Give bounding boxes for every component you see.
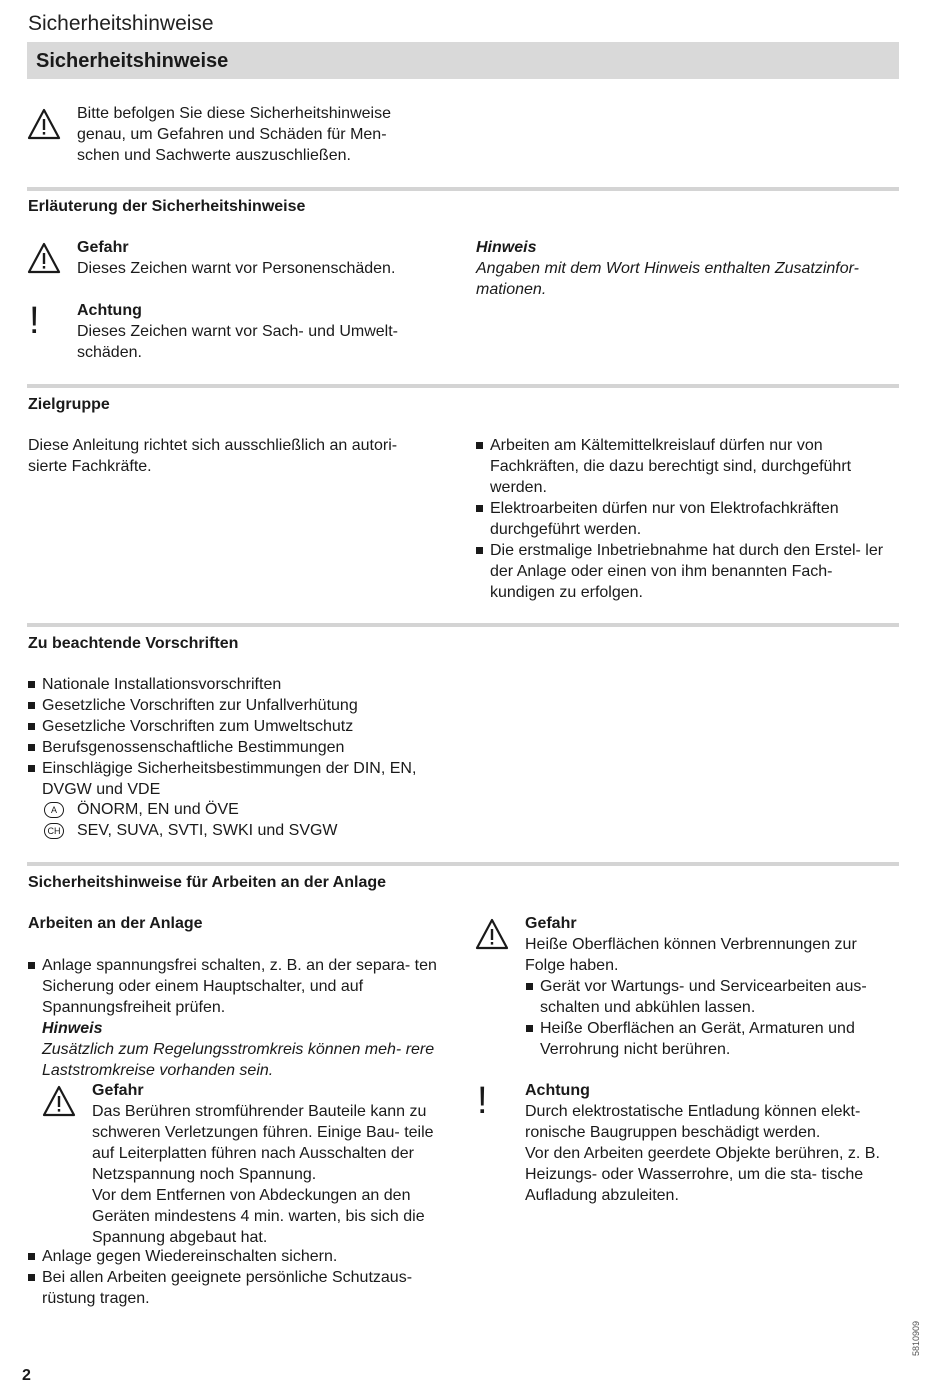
exclamation-icon: ! xyxy=(29,300,40,342)
country-item-austria xyxy=(27,799,457,820)
note-label: Hinweis xyxy=(476,239,537,256)
target-group-text: Diese Anleitung richtet sich ausschließlich an autori- sierte Fachkräfte. xyxy=(28,437,398,475)
caution-text: Dieses Zeichen warnt vor Sach- und Umwelt- schäden. xyxy=(77,323,399,361)
caution-text: Durch elektrostatische Entladung können elekt- ronische Baugruppen beschädigt werden. xyxy=(525,1103,861,1141)
hot-surface-list xyxy=(525,976,897,1060)
section-divider xyxy=(27,187,899,191)
list-item: Bei allen Arbeiten geeignete persönliche Schutzaus- rüstung tragen. xyxy=(27,1267,452,1309)
country-item-text: ÖNORM, EN und ÖVE xyxy=(77,801,239,818)
section-heading-regulations: Zu beachtende Vorschriften xyxy=(28,635,239,652)
note-text: Angaben mit dem Wort Hinweis enthalten Zusatzinfor- mationen. xyxy=(476,260,859,298)
list-item-text: Anlage spannungsfrei schalten, z. B. an der separa- ten Sicherung oder einem Hauptschalter, und auf Spannungsfreiheit prüfen. xyxy=(42,957,437,1016)
hot-surface-danger-block xyxy=(525,913,897,1060)
list-item: Anlage gegen Wiedereinschalten sichern. xyxy=(27,1246,452,1267)
caution-explanation xyxy=(77,300,437,363)
electrostatic-caution-block xyxy=(525,1080,897,1206)
note-text: Zusätzlich zum Regelungsstromkreis können meh- rere Laststromkreise vorhanden sein. xyxy=(42,1041,435,1079)
subheading-work: Arbeiten an der Anlage xyxy=(28,915,203,932)
section-heading-target-group: Zielgruppe xyxy=(28,396,110,413)
danger-text: Dieses Zeichen warnt vor Personenschäden. xyxy=(77,260,396,277)
work-danger-block xyxy=(92,1080,454,1248)
section-divider xyxy=(27,623,899,627)
list-item: Heiße Oberflächen an Gerät, Armaturen und Verrohrung nicht berühren. xyxy=(525,1018,897,1060)
regulations-list xyxy=(27,674,457,800)
country-code-badge: CH xyxy=(44,823,64,839)
warning-triangle-icon xyxy=(475,917,509,951)
list-item xyxy=(27,955,452,1081)
warning-triangle-icon xyxy=(27,107,61,141)
section-heading-explanation: Erläuterung der Sicherheitshinweise xyxy=(28,198,306,215)
warning-triangle-icon xyxy=(42,1084,76,1118)
document-code: 5810909 xyxy=(911,1320,921,1356)
country-item-switzerland xyxy=(27,820,457,841)
country-list xyxy=(27,799,457,841)
list-item: Gesetzliche Vorschriften zum Umweltschutz xyxy=(27,716,457,737)
list-item: Arbeiten am Kältemittelkreislauf dürfen nur von Fachkräften, die dazu berechtigt sind, durchgeführt werden. xyxy=(475,435,895,498)
note-explanation xyxy=(476,237,896,300)
caution-label: Achtung xyxy=(77,302,142,319)
page-number: 2 xyxy=(22,1367,31,1384)
list-item: Einschlägige Sicherheitsbestimmungen der DIN, EN, DVGW und VDE xyxy=(27,758,457,800)
work-list-first xyxy=(27,955,452,1081)
danger-text: Das Berühren stromführender Bauteile kann zu schweren Verletzungen führen. Einige Bau- teile auf Leiterplatten führen nach Ausschalten der Netzspannung noch Spannung. xyxy=(92,1103,434,1183)
note-label: Hinweis xyxy=(42,1020,103,1037)
warning-triangle-icon xyxy=(27,241,61,275)
danger-explanation xyxy=(77,237,437,279)
title-bar xyxy=(27,42,899,79)
danger-text: Heiße Oberflächen können Verbrennungen zur Folge haben. xyxy=(525,936,857,974)
list-item: Gesetzliche Vorschriften zur Unfallverhütung xyxy=(27,695,457,716)
page-title: Sicherheitshinweise xyxy=(36,50,229,72)
list-item: Die erstmalige Inbetriebnahme hat durch den Erstel- ler der Anlage oder einen von ihm benannten Fach- kundigen zu erfolgen. xyxy=(475,540,895,603)
danger-label: Gefahr xyxy=(92,1082,144,1099)
section-heading-work: Sicherheitshinweise für Arbeiten an der Anlage xyxy=(28,874,387,891)
danger-text: Vor dem Entfernen von Abdeckungen an den Geräten mindestens 4 min. warten, bis sich die Spannung abgebaut hat. xyxy=(92,1187,425,1246)
caution-label: Achtung xyxy=(525,1082,590,1099)
list-item: Gerät vor Wartungs- und Servicearbeiten aus- schalten und abkühlen lassen. xyxy=(525,976,897,1018)
danger-label: Gefahr xyxy=(525,915,577,932)
exclamation-icon: ! xyxy=(477,1080,488,1122)
running-header: Sicherheitshinweise xyxy=(28,12,214,35)
target-group-list xyxy=(475,435,895,603)
work-list-after xyxy=(27,1246,452,1309)
country-item-text: SEV, SUVA, SVTI, SWKI und SVGW xyxy=(77,822,338,839)
country-code-badge: A xyxy=(44,802,64,818)
caution-text: Vor den Arbeiten geerdete Objekte berühren, z. B. Heizungs- oder Wasserrohre, um die sta- tische Aufladung abzuleiten. xyxy=(525,1145,880,1204)
section-divider xyxy=(27,384,899,388)
list-item: Berufsgenossenschaftliche Bestimmungen xyxy=(27,737,457,758)
danger-label: Gefahr xyxy=(77,239,129,256)
list-item: Nationale Installationsvorschriften xyxy=(27,674,457,695)
section-divider xyxy=(27,862,899,866)
list-item: Elektroarbeiten dürfen nur von Elektrofachkräften durchgeführt werden. xyxy=(475,498,895,540)
intro-text: Bitte befolgen Sie diese Sicherheitshinweise genau, um Gefahren und Schäden für Men- schen und Sachwerte auszuschließen. xyxy=(77,105,391,164)
